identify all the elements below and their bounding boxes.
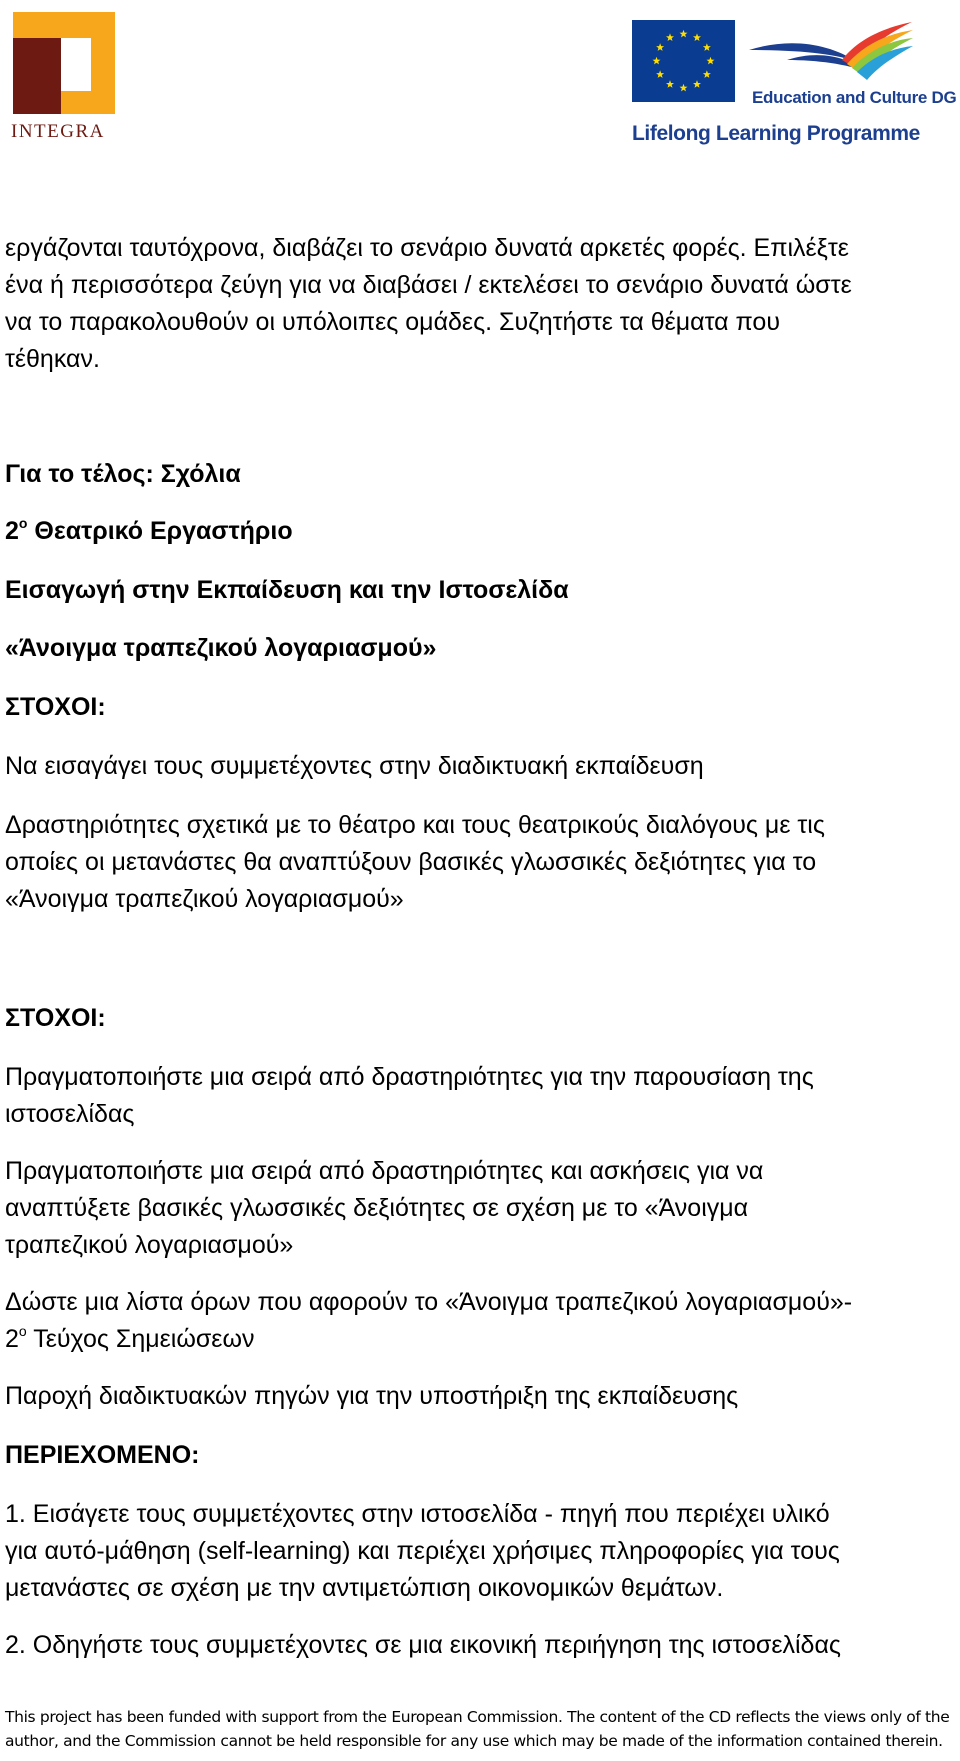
- text-line: τραπεζικού λογαριασμού»: [5, 1231, 294, 1259]
- integra-logo-text: INTEGRA: [11, 121, 105, 142]
- intro-paragraph: [5, 230, 955, 378]
- text-line: Πραγματοποιήστε μια σειρά από δραστηριότητες και ασκήσεις για να: [5, 1157, 764, 1185]
- workshop-title: Θεατρικό Εργαστήριο: [27, 517, 293, 545]
- text-line: [5, 1321, 955, 1358]
- text-line: ιστοσελίδας: [5, 1100, 135, 1128]
- text-line: να το παρακολουθούν οι υπόλοιπες ομάδες. Συζητήστε τα θέματα που: [5, 308, 781, 336]
- heading-end-comments: Για το τέλος: Σχόλια: [5, 460, 241, 488]
- eu-flag-icon: [632, 20, 735, 102]
- goal-online-training: Να εισαγάγει τους συμμετέχοντες στην διαδικτυακή εκπαίδευση: [5, 752, 704, 780]
- terms-number: 2: [5, 1325, 19, 1353]
- footer-line: This project has been funded with support from the European Commission. The content of the CD reflects the views only of the: [5, 1708, 950, 1726]
- goal-resources: Παροχή διαδικτυακών πηγών για την υποστήριξη της εκπαίδευσης: [5, 1382, 739, 1410]
- education-culture-swoosh-icon: [747, 20, 915, 82]
- text-line: «Άνοιγμα τραπεζικού λογαριασμού»: [5, 885, 404, 913]
- goal-terms-paragraph: [5, 1284, 955, 1358]
- workshop-heading: [5, 513, 955, 550]
- eu-programme-text: Lifelong Learning Programme: [632, 122, 920, 145]
- integra-logo: [9, 12, 119, 142]
- goal-website-paragraph: [5, 1059, 955, 1133]
- eu-dg-text: Education and Culture DG: [752, 88, 957, 107]
- text-line: οποίες οι μετανάστες θα αναπτύξουν βασικές γλωσσικές δεξιότητες για το: [5, 848, 817, 876]
- text-line: Δώστε μια λίστα όρων που αφορούν το «Άνοιγμα τραπεζικού λογαριασμού»-: [5, 1288, 853, 1316]
- content-item-2: 2. Οδηγήστε τους συμμετέχοντες σε μια εικονική περιήγηση της ιστοσελίδας: [5, 1631, 841, 1659]
- text-line: ένα ή περισσότερα ζεύγη για να διαβάσει / εκτελέσει το σενάριο δυνατά ώστε: [5, 271, 852, 299]
- eu-llp-logo: [632, 20, 957, 150]
- workshop-number: 2: [5, 517, 19, 545]
- integra-logo-white-block: [61, 38, 91, 91]
- terms-ordinal: ο: [18, 1323, 27, 1339]
- integra-logo-brown-block: [13, 38, 61, 114]
- bank-title: «Άνοιγμα τραπεζικού λογαριασμού»: [5, 634, 437, 662]
- text-line: Πραγματοποιήστε μια σειρά από δραστηριότητες για την παρουσίαση της: [5, 1063, 814, 1091]
- footer-line: author, and the Commission cannot be held responsible for any use which may be made of the information contained therein.: [5, 1732, 943, 1750]
- footer-disclaimer: [5, 1705, 960, 1753]
- text-line: εργάζονται ταυτόχρονα, διαβάζει το σενάριο δυνατά αρκετές φορές. Επιλέξτε: [5, 234, 849, 262]
- text-line: 1. Εισάγετε τους συμμετέχοντες στην ιστοσελίδα - πηγή που περιέχει υλικό: [5, 1500, 830, 1528]
- content-item-1: [5, 1496, 955, 1607]
- text-line: αναπτύξετε βασικές γλωσσικές δεξιότητες σε σχέση με το «Άνοιγμα: [5, 1194, 749, 1222]
- intro-title: Εισαγωγή στην Εκπαίδευση και την Ιστοσελίδα: [5, 576, 569, 604]
- text-line: Δραστηριότητες σχετικά με το θέατρο και τους θεατρικούς διαλόγους με τις: [5, 811, 825, 839]
- goals-heading: ΣΤΟΧΟΙ:: [5, 1004, 106, 1032]
- workshop-ordinal: ο: [18, 515, 28, 531]
- terms-rest: Τεύχος Σημειώσεων: [26, 1325, 255, 1353]
- text-line: για αυτό-μάθηση (self-learning) και περιέχει χρήσιμες πληροφορίες για τους: [5, 1537, 840, 1565]
- text-line: τέθηκαν.: [5, 345, 100, 373]
- goal-exercises-paragraph: [5, 1153, 955, 1264]
- content-heading: ΠΕΡΙΕΧΟΜΕΝΟ:: [5, 1441, 200, 1469]
- text-line: μετανάστες σε σχέση με την αντιμετώπιση οικονομικών θεμάτων.: [5, 1574, 724, 1602]
- goals-heading: ΣΤΟΧΟΙ:: [5, 693, 106, 721]
- activities-paragraph: [5, 807, 955, 918]
